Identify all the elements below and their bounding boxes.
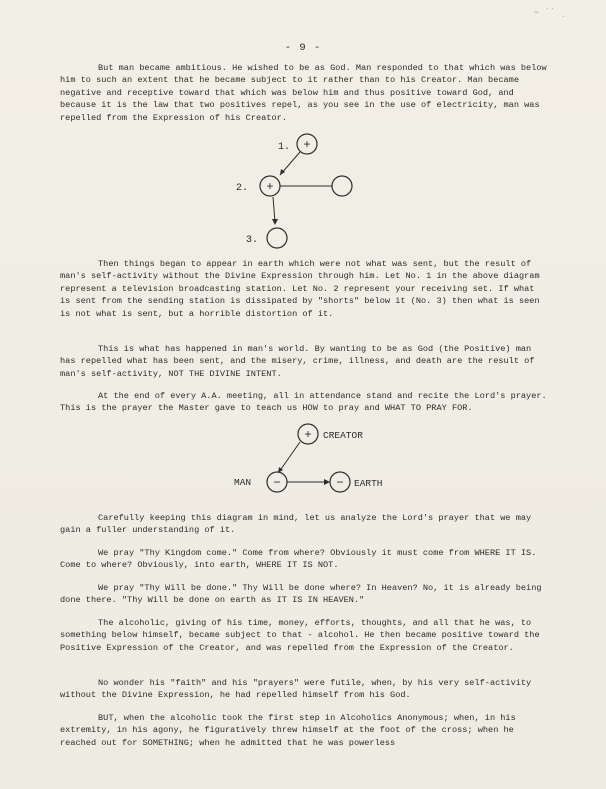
page-number: - 9 - xyxy=(284,42,322,54)
paragraph-first-step: BUT, when the alcoholic took the first step in Alcoholics Anonymous; when, in his extremity, in his agony, he figuratively threw himself at the foot of the cross; when he reached out for SOMETHING; when he admitted that he was powerless xyxy=(60,713,521,748)
diagram-repulsion xyxy=(236,128,360,254)
paragraph-ambition: But man became ambitious. He wished to be as God. Man responded to that which was below him to such an extent that he became subject to it rather than to his Creator. Man became negative and receptive toward that which was below him and thus positive toward God, and because it is the law that two positives repel, as you see in the use of electricity, man was repelled from the Expression of his Creator. xyxy=(60,63,552,123)
diagram1-label-1: 1. xyxy=(278,142,291,153)
creator-label: CREATOR xyxy=(323,430,363,441)
earth-label: EARTH xyxy=(354,478,383,489)
creator-to-man-arrow xyxy=(279,442,300,472)
paragraph-television: Then things began to appear in earth which were not what was sent, but the result of man's self-activity without the Divine Expression through him. Let No. 1 in the above diagram represent a television broadcasting station. Let No. 2 represent your receiving set. If what is sent from the sending station is dissipated by "shorts" below it (No. 3) then what is seen is not what is sent, but a horrible distortion of it. xyxy=(60,259,545,319)
diagram1-circle-side xyxy=(332,176,352,196)
paragraph-alcoholic: The alcoholic, giving of his time, money, efforts, thoughts, and all that he was, to something below himself, became subject to that - alcohol. He then became positive toward the Positive Expression of the Creator, and was repelled from the Expression of the Creator. xyxy=(60,618,545,653)
diagram1-label-2: 2. xyxy=(236,183,249,194)
man-label: MAN xyxy=(234,477,252,488)
diagram1-sign-2: + xyxy=(266,180,274,194)
diagram1-sign-1: + xyxy=(303,138,311,152)
paragraph-aa-meeting: At the end of every A.A. meeting, all in attendance stand and recite the Lord's prayer. This is the prayer the Master gave to teach us HOW to pray and WHAT TO PRAY FOR. xyxy=(60,391,552,414)
diagram1-circle-3 xyxy=(267,228,287,248)
diagram1-arrow-2-3 xyxy=(273,197,275,222)
man-sign: − xyxy=(273,476,281,490)
creator-sign: + xyxy=(304,428,312,442)
diagram-creator-man-earth xyxy=(230,420,400,500)
paragraph-mans-world: This is what has happened in man's world. By wanting to be as God (the Positive) man has repelled what has been sent, and the misery, crime, illness, and death are the result of man's self-activity, NOT THE DIVINE INTENT. xyxy=(60,344,540,379)
paragraph-will-be-done: We pray "Thy Will be done." Thy Will be done where? In Heaven? No, it is already being done there. "Thy Will be done on earth as IT IS IN HEAVEN." xyxy=(60,583,547,606)
paragraph-analyze-prayer: Carefully keeping this diagram in mind, let us analyze the Lord's prayer that we may gain a fuller understanding of it. xyxy=(60,513,537,536)
earth-sign: − xyxy=(336,476,344,490)
paragraph-kingdom-come: We pray "Thy Kingdom come." Come from where? Obviously it must come from WHERE IT IS. Come to where? Obviously, into earth, WHERE IT IS NOT. xyxy=(60,548,542,571)
diagram1-label-3: 3. xyxy=(246,235,259,246)
paragraph-futile-prayers: No wonder his "faith" and his "prayers" were futile, when, by his very self-activity without the Divine Expression, he had repelled himself from his God. xyxy=(60,678,537,701)
corner-mark: ~ ˙ˊ ˏ xyxy=(533,8,566,18)
